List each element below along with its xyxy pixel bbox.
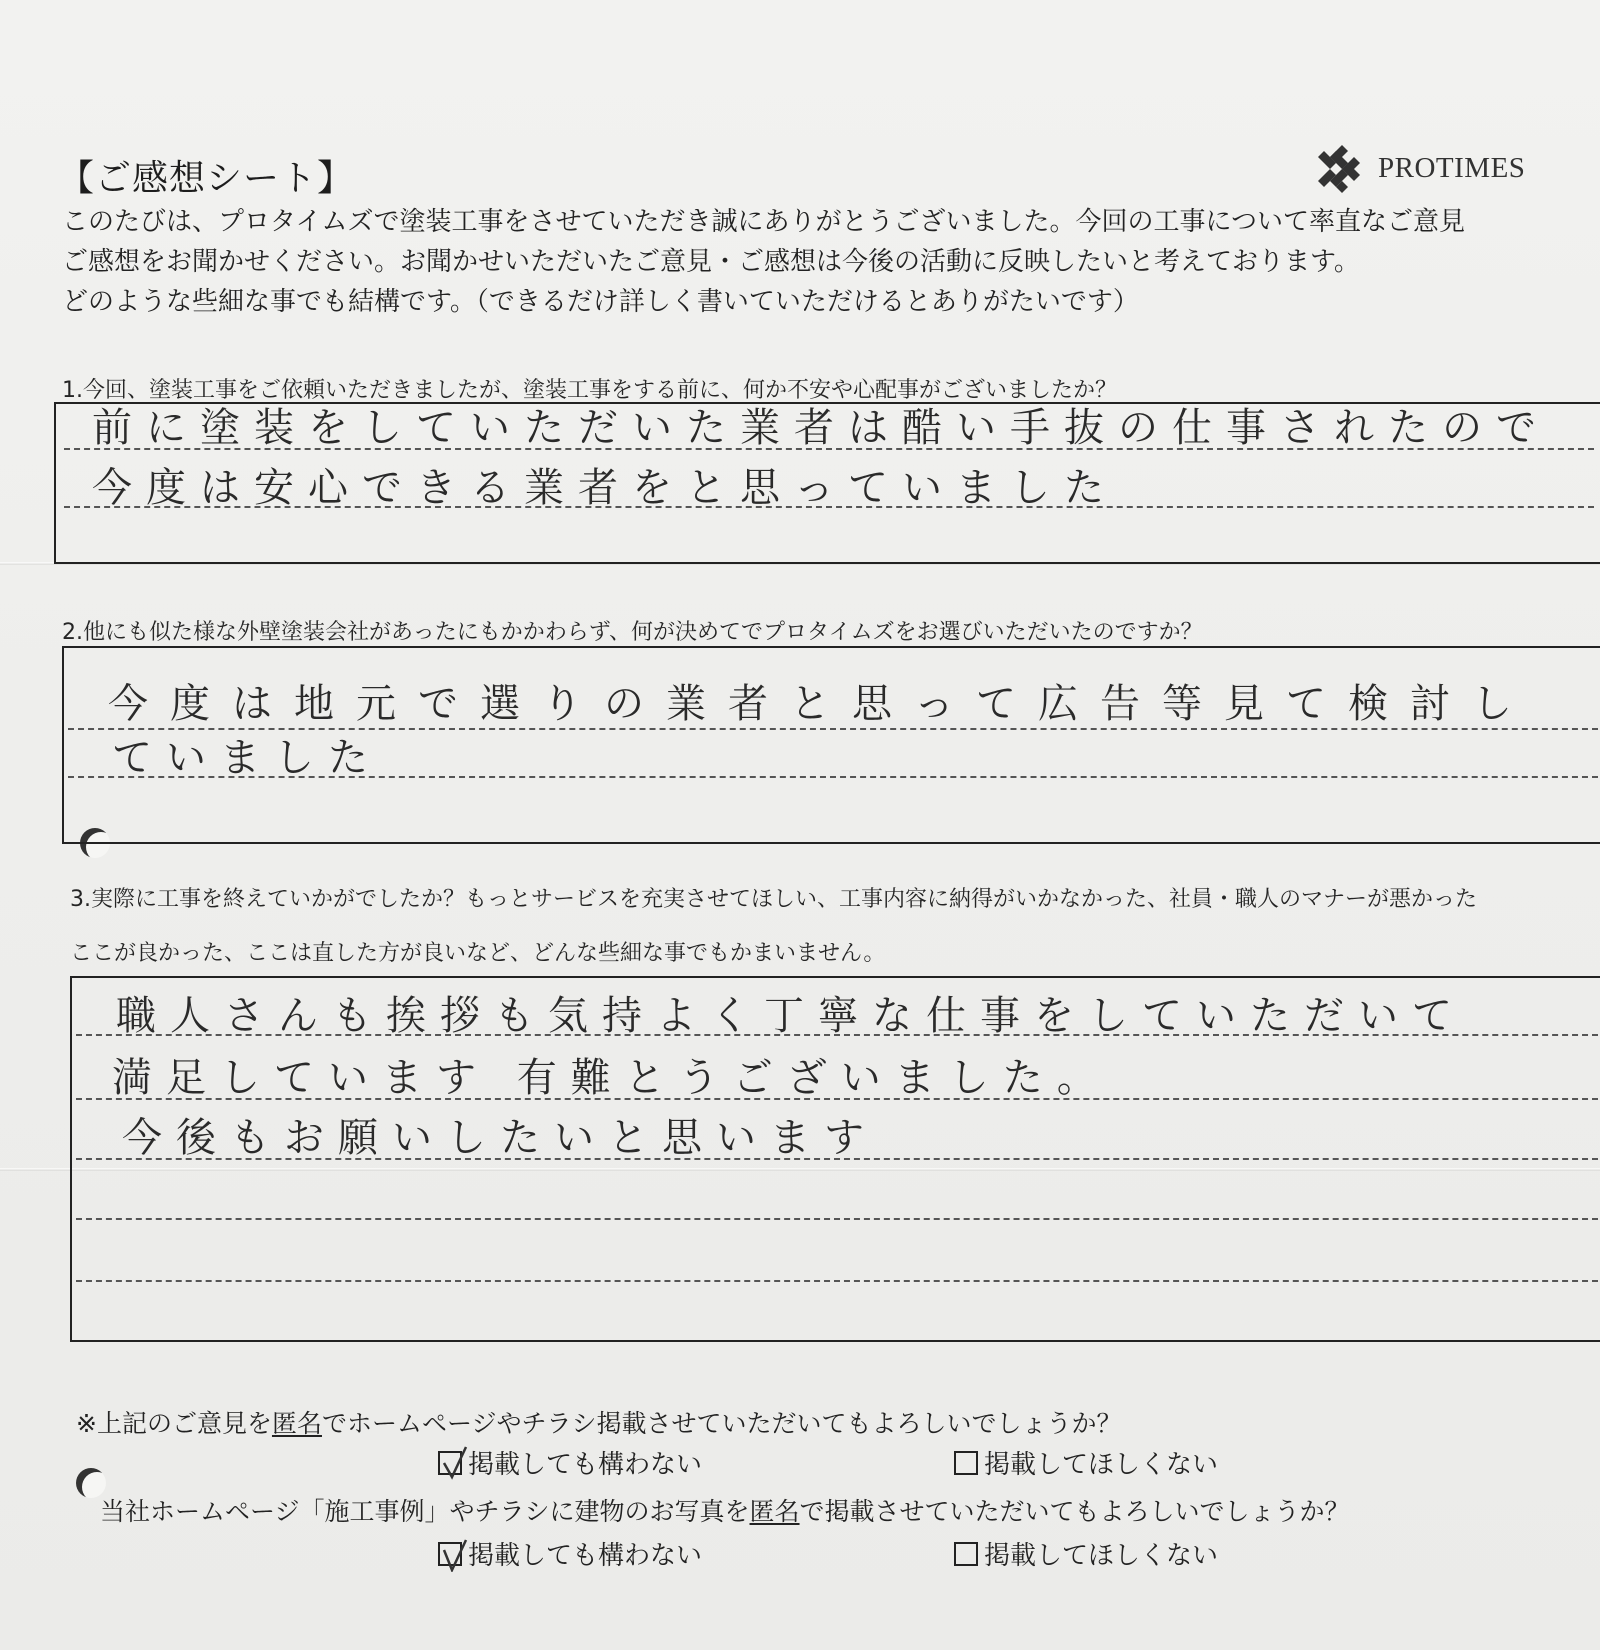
answer-3-line-1: 職人さんも挨拶も気持よく丁寧な仕事をしていただいて [116, 993, 1466, 1039]
intro-line: ご感想をお聞かせください。お聞かせいただいたご意見・ご感想は今後の活動に反映したいと考えております。 [62, 247, 1360, 277]
option-label: 掲載しても構わない [468, 1541, 703, 1571]
consent-2-option-allow[interactable] [438, 1535, 702, 1572]
checkbox-unchecked[interactable] [954, 1542, 978, 1566]
answer-2-line-1: 今度は地元で選りの業者と思って広告等見て検討し [108, 681, 1534, 727]
checkbox-checked[interactable] [438, 1542, 462, 1566]
answer-1-line-2: 今度は安心できる業者をと思っていました [92, 465, 1118, 511]
intro-line: このたびは、プロタイムズで塗装工事をさせていただき誠にありがとうございました。今回の工事について率直なご意見 [62, 207, 1465, 237]
option-label: 掲載しても構わない [468, 1450, 703, 1480]
logo-text: PROTIMES [1378, 151, 1526, 184]
answer-3-line-2: 満足しています 有難とうございました。 [112, 1055, 1111, 1101]
sheet-title: 【ご感想シート】 [58, 158, 355, 199]
protimes-logo-icon [1312, 143, 1372, 193]
anonymous-underlined: 匿名 [271, 1409, 322, 1438]
answer-rule [76, 1218, 1598, 1220]
answer-1-line-1: 前に塗装をしていただいた業者は酷い手抜の仕事されたので [92, 405, 1550, 451]
option-label: 掲載してほしくない [984, 1450, 1219, 1480]
question-3-label-line-2: ここが良かった、ここは直した方が良いなど、どんな些細な事でもかまいません。 [70, 941, 886, 966]
checkmark-icon [442, 1445, 468, 1481]
answer-box-3 [70, 976, 1600, 1342]
consent-1-option-allow[interactable] [438, 1444, 702, 1481]
consent-question-2: 当社ホームページ「施工事例」やチラシに建物のお写真を匿名で掲載させていただいてもよろしいでしょうか？ [100, 1497, 1350, 1526]
question-1-label: 1.今回、塗装工事をご依頼いただきましたが、塗装工事をする前に、何か不安や心配事がございましたか？ [62, 378, 1117, 403]
answer-rule [76, 1280, 1598, 1282]
answer-box-1 [54, 402, 1600, 564]
answer-3-line-3: 今後もお願いしたいと思います [122, 1115, 878, 1161]
consent-question-1: ※上記のご意見を匿名でホームページやチラシ掲載させていただいてもよろしいでしょうか？ [76, 1409, 1122, 1438]
question-3-label-line-1: 3.実際に工事を終えていかがでしたか？もっとサービスを充実させてほしい、工事内容に納得がいかなかった、社員・職人のマナーが悪かった [70, 887, 1477, 912]
consent-2-option-decline[interactable] [954, 1535, 1218, 1572]
anonymous-underlined: 匿名 [749, 1497, 800, 1526]
answer-box-2 [62, 646, 1600, 844]
intro-text [62, 202, 1562, 322]
consent-1-option-decline[interactable] [954, 1444, 1218, 1481]
question-2-label: 2.他にも似た様な外壁塗装会社があったにもかかわらず、何が決めてでプロタイムズをお選びいただいたのですか？ [62, 620, 1203, 645]
answer-2-line-2: ていました [112, 735, 382, 781]
option-label: 掲載してほしくない [984, 1541, 1219, 1571]
intro-line: どのような些細な事でも結構です。（できるだけ詳しく書いていただけるとありがたいです） [62, 287, 1139, 317]
checkbox-unchecked[interactable] [954, 1451, 978, 1475]
checkbox-checked[interactable] [438, 1451, 462, 1475]
protimes-logo [1312, 140, 1542, 196]
checkmark-icon [442, 1536, 468, 1572]
note-mark: ※ [76, 1409, 97, 1438]
